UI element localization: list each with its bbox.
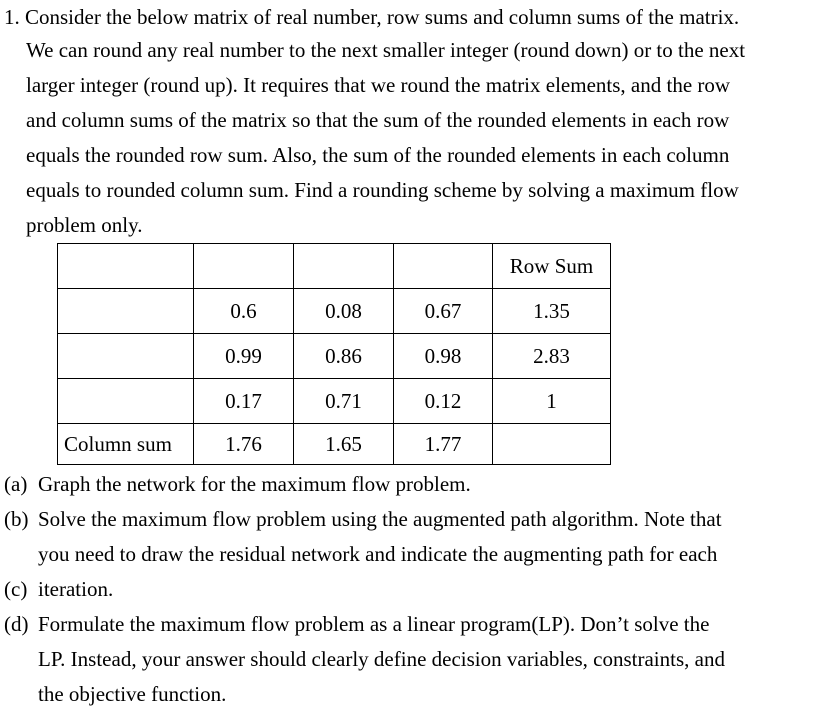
table-cell	[493, 424, 611, 465]
intro-line-6: equals to rounded column sum. Find a rounding scheme by solving a maximum flow	[26, 178, 739, 202]
matrix-value: 0.67	[394, 289, 493, 334]
intro-line-2: We can round any real number to the next smaller integer (round down) or to the next	[26, 38, 746, 62]
column-sum-value: 1.77	[394, 424, 493, 465]
part-a-text: Graph the network for the maximum flow problem.	[38, 472, 471, 496]
table-row	[58, 334, 611, 379]
table-row	[58, 379, 611, 424]
part-b-text-line-2: you need to draw the residual network and indicate the augmenting path for each	[38, 542, 718, 566]
part-b-marker: (b)	[4, 507, 29, 531]
column-sum-value: 1.65	[294, 424, 394, 465]
row-sum-header: Row Sum	[493, 244, 611, 289]
table-cell	[58, 334, 194, 379]
intro-line-3: larger integer (round up). It requires that we round the matrix elements, and the row	[26, 73, 731, 97]
table-cell	[194, 244, 294, 289]
row-sum-value: 1.35	[493, 289, 611, 334]
row-sum-value: 2.83	[493, 334, 611, 379]
matrix-value: 0.12	[394, 379, 493, 424]
matrix-value: 0.08	[294, 289, 394, 334]
column-sum-row	[58, 424, 611, 465]
table-header-row	[58, 244, 611, 289]
matrix-value: 0.17	[194, 379, 294, 424]
matrix-value: 0.86	[294, 334, 394, 379]
table-row	[58, 289, 611, 334]
table-cell	[294, 244, 394, 289]
part-d-text-line-3: the objective function.	[38, 682, 227, 706]
intro-line-5: equals the rounded row sum. Also, the sum of the rounded elements in each column	[26, 143, 730, 167]
matrix-value: 0.98	[394, 334, 493, 379]
part-c-text: iteration.	[38, 577, 114, 601]
matrix-table	[57, 243, 611, 465]
column-sum-value: 1.76	[194, 424, 294, 465]
table-cell	[58, 289, 194, 334]
intro-line-7: problem only.	[26, 213, 143, 237]
table-cell	[394, 244, 493, 289]
column-sum-label: Column sum	[58, 424, 194, 465]
matrix-value: 0.71	[294, 379, 394, 424]
intro-line-1: 1. Consider the below matrix of real number, row sums and column sums of the matrix.	[4, 5, 740, 29]
matrix-value: 0.99	[194, 334, 294, 379]
part-b-text-line-1: Solve the maximum flow problem using the augmented path algorithm. Note that	[38, 507, 722, 531]
table-cell	[58, 379, 194, 424]
part-d-text-line-1: Formulate the maximum flow problem as a linear program(LP). Don’t solve the	[38, 612, 710, 636]
part-c-marker: (c)	[4, 577, 28, 601]
table-cell	[58, 244, 194, 289]
part-d-marker: (d)	[4, 612, 29, 636]
part-d-text-line-2: LP. Instead, your answer should clearly define decision variables, constraints, and	[38, 647, 725, 671]
part-a-marker: (a)	[4, 472, 28, 496]
row-sum-value: 1	[493, 379, 611, 424]
intro-line-4: and column sums of the matrix so that the sum of the rounded elements in each row	[26, 108, 730, 132]
matrix-value: 0.6	[194, 289, 294, 334]
